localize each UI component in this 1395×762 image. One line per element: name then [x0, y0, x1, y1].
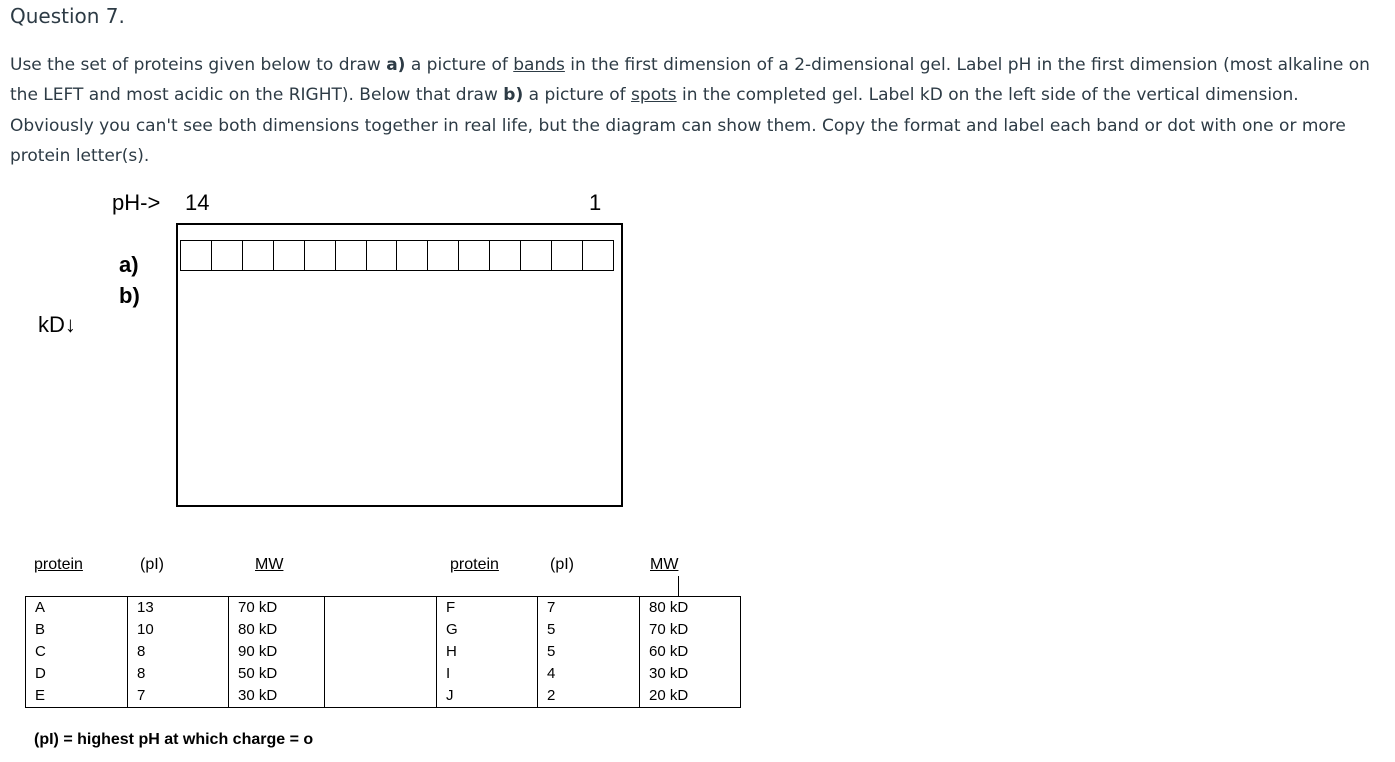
gel-lane	[242, 240, 274, 271]
table-cell	[325, 685, 437, 708]
table-cell	[325, 597, 437, 620]
table-cell: F	[437, 597, 538, 620]
table-cell: 13	[128, 597, 229, 620]
table-row	[26, 619, 741, 641]
gel-lane	[304, 240, 336, 271]
table-cell: 4	[538, 663, 640, 685]
gel-lane	[366, 240, 398, 271]
table-cell: A	[26, 597, 128, 620]
table-cell: 80 kD	[640, 597, 741, 620]
gel-lane	[427, 240, 459, 271]
instruction-bold: b)	[503, 85, 524, 106]
table-cell: J	[437, 685, 538, 708]
table-row	[26, 597, 741, 620]
table-cell: 8	[128, 663, 229, 685]
table-cell: 30 kD	[640, 663, 741, 685]
instruction-text: a picture of	[523, 85, 632, 106]
table-cell: 80 kD	[229, 619, 325, 641]
table-cell: 30 kD	[229, 685, 325, 708]
mw-header-tick	[678, 576, 679, 596]
table-cell: E	[26, 685, 128, 708]
ph-axis-label: pH->	[112, 190, 161, 215]
table-cell	[325, 641, 437, 663]
table-cell	[325, 619, 437, 641]
table-row	[26, 641, 741, 663]
gel-lane	[396, 240, 428, 271]
pi-footnote: (pI) = highest pH at which charge = o	[34, 731, 314, 748]
header-mw-right: MW	[650, 556, 679, 573]
table-cell: G	[437, 619, 538, 641]
question-title: Question 7.	[10, 4, 125, 28]
header-protein-left: protein	[34, 556, 83, 573]
part-a-label: a)	[119, 252, 139, 277]
instruction-text: in the completed gel. Label kD on the left side of the vertical dimension. Obviously you can't see both dimensions together in real life, but the diagram can show them. Copy the format and label each band or dot with one or more protein letter(s).	[10, 85, 1346, 166]
table-cell: 60 kD	[640, 641, 741, 663]
table-cell: 50 kD	[229, 663, 325, 685]
table-row	[26, 685, 741, 708]
instruction-text: Use the set of proteins given below to draw	[10, 55, 387, 75]
table-cell: 5	[538, 619, 640, 641]
gel-lane	[551, 240, 583, 271]
table-cell	[325, 663, 437, 685]
header-protein-right: protein	[450, 556, 499, 573]
header-pi-left: (pI)	[140, 556, 164, 573]
table-cell: C	[26, 641, 128, 663]
table-cell: H	[437, 641, 538, 663]
gel-lane	[211, 240, 243, 271]
header-pi-right: (pI)	[550, 556, 574, 573]
gel-lane	[458, 240, 490, 271]
ph-low-value: 1	[589, 190, 602, 215]
instruction-text: in the first dimension of a 2-dimensional gel. Label pH in the first dimension (most alkaline on the LEFT and most acidic on the RIGHT). Below that draw	[10, 55, 1370, 106]
gel-lane	[180, 240, 212, 271]
instruction-underline: bands	[513, 55, 565, 75]
gel-lane	[489, 240, 521, 271]
table-cell: 2	[538, 685, 640, 708]
table-row	[26, 663, 741, 685]
table-cell: 7	[538, 597, 640, 620]
kd-axis-label: kD↓	[38, 312, 76, 337]
instruction-bold: a)	[386, 55, 406, 75]
ph-high-value: 14	[185, 190, 210, 215]
question-instructions	[10, 50, 1380, 171]
gel-lane	[335, 240, 367, 271]
table-cell: 70 kD	[640, 619, 741, 641]
table-cell: 7	[128, 685, 229, 708]
table-cell: B	[26, 619, 128, 641]
table-cell: 20 kD	[640, 685, 741, 708]
gel-lane	[520, 240, 552, 271]
table-cell: 10	[128, 619, 229, 641]
header-mw-left: MW	[255, 556, 284, 573]
gel-lane	[273, 240, 305, 271]
table-cell: D	[26, 663, 128, 685]
part-b-label: b)	[119, 283, 140, 308]
table-cell: 70 kD	[229, 597, 325, 620]
table-cell: 5	[538, 641, 640, 663]
first-dimension-lanes	[180, 240, 614, 271]
table-cell: I	[437, 663, 538, 685]
table-cell: 8	[128, 641, 229, 663]
protein-table	[25, 596, 741, 708]
gel-lane	[582, 240, 614, 271]
instruction-text: a picture of	[405, 55, 514, 75]
table-cell: 90 kD	[229, 641, 325, 663]
instruction-underline: spots	[631, 85, 677, 106]
